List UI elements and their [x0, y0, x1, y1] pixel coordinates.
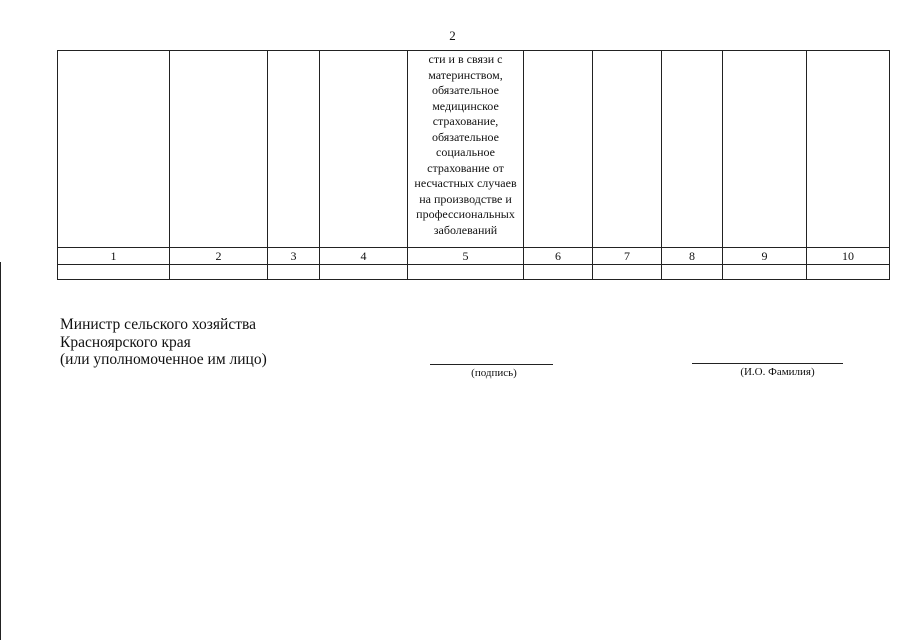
- data-cell: [170, 265, 268, 280]
- signatory-title-line: Красноярского края: [60, 333, 191, 351]
- column-number: 4: [320, 248, 408, 265]
- column-number: 5: [408, 248, 524, 265]
- data-cell: [593, 265, 662, 280]
- signatory-title-line: (или уполномоченное им лицо): [60, 351, 267, 368]
- header-cell-7: [593, 51, 662, 248]
- report-table: [57, 50, 890, 280]
- header-cell-2: [170, 51, 268, 248]
- column-number: 8: [662, 248, 723, 265]
- header-cell-4: [320, 51, 408, 248]
- column-number: 10: [807, 248, 890, 265]
- header-cell-6: [524, 51, 593, 248]
- data-cell: [723, 265, 807, 280]
- data-cell: [524, 265, 593, 280]
- data-cell: [268, 265, 320, 280]
- column-number: 6: [524, 248, 593, 265]
- column-number: 9: [723, 248, 807, 265]
- name-line: [692, 363, 843, 364]
- column-numbers-row: [58, 248, 890, 265]
- column-number: 2: [170, 248, 268, 265]
- signature-caption: (подпись): [471, 367, 517, 379]
- data-cell: [58, 265, 170, 280]
- header-cell-9: [723, 51, 807, 248]
- header-cell-5: сти и в связи с материнством, обязательное медицинское страхование, обязательное социальное страхование от несчастных случаев на производстве и профессиональных заболеваний: [408, 51, 524, 248]
- header-cell-8: [662, 51, 723, 248]
- data-cell: [320, 265, 408, 280]
- data-cell: [807, 265, 890, 280]
- data-cell: [662, 265, 723, 280]
- data-cell: [408, 265, 524, 280]
- signatory-title-line: Министр сельского хозяйства: [60, 316, 256, 333]
- column-number: 1: [58, 248, 170, 265]
- header-cell-10: [807, 51, 890, 248]
- column-number: 7: [593, 248, 662, 265]
- header-cell-1: [58, 51, 170, 248]
- name-caption: (И.О. Фамилия): [740, 366, 815, 378]
- page-number: 2: [449, 28, 456, 43]
- column-number: 3: [268, 248, 320, 265]
- table-header-row: [58, 51, 890, 248]
- signature-line: [430, 364, 553, 365]
- signatory-title: [60, 316, 267, 369]
- page-edge-line: [0, 262, 1, 640]
- header-cell-3: [268, 51, 320, 248]
- table-data-row: [58, 265, 890, 280]
